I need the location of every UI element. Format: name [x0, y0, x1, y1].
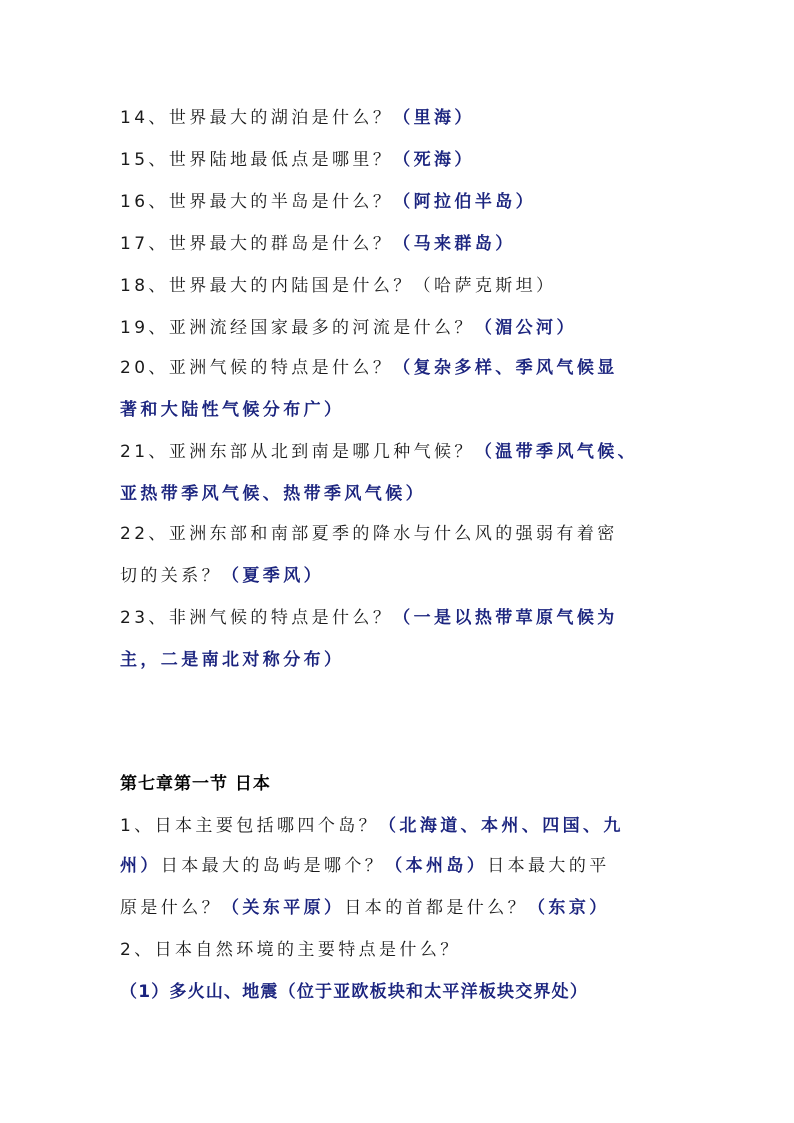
question-21: 21、亚洲东部从北到南是哪几种气候？（温带季风气候、	[120, 442, 639, 462]
question-19: 19、亚洲流经国家最多的河流是什么？（湄公河）	[120, 318, 577, 338]
question-21-continued: 亚热带季风气候、热带季风气候）	[120, 484, 426, 504]
japan-question-1-line-2: 州）日本最大的岛屿是哪个？（本州岛）日本最大的平	[120, 856, 610, 876]
japan-question-1-line-3: 原是什么？（关东平原）日本的首都是什么？（东京）	[120, 898, 610, 918]
japan-answer-2-1: （1）多火山、地震（位于亚欧板块和太平洋板块交界处）	[120, 982, 589, 1002]
question-18: 18、世界最大的内陆国是什么？（哈萨克斯坦）	[120, 276, 557, 296]
question-22-continued: 切的关系？（夏季风）	[120, 566, 324, 586]
question-20: 20、亚洲气候的特点是什么？（复杂多样、季风气候显	[120, 358, 618, 378]
question-22: 22、亚洲东部和南部夏季的降水与什么风的强弱有着密	[120, 524, 618, 544]
question-14: 14、世界最大的湖泊是什么？（里海）	[120, 108, 475, 128]
question-20-continued: 著和大陆性气候分布广）	[120, 400, 345, 420]
question-16: 16、世界最大的半岛是什么？（阿拉伯半岛）	[120, 192, 537, 212]
japan-question-2: 2、日本自然环境的主要特点是什么？	[120, 940, 461, 960]
question-23-continued: 主，二是南北对称分布）	[120, 650, 345, 670]
section-title: 第七章第一节 日本	[120, 774, 271, 794]
japan-question-1: 1、日本主要包括哪四个岛？（北海道、本州、四国、九	[120, 816, 624, 836]
question-17: 17、世界最大的群岛是什么？（马来群岛）	[120, 234, 516, 254]
question-23: 23、非洲气候的特点是什么？（一是以热带草原气候为	[120, 608, 618, 628]
question-15: 15、世界陆地最低点是哪里？（死海）	[120, 150, 475, 170]
